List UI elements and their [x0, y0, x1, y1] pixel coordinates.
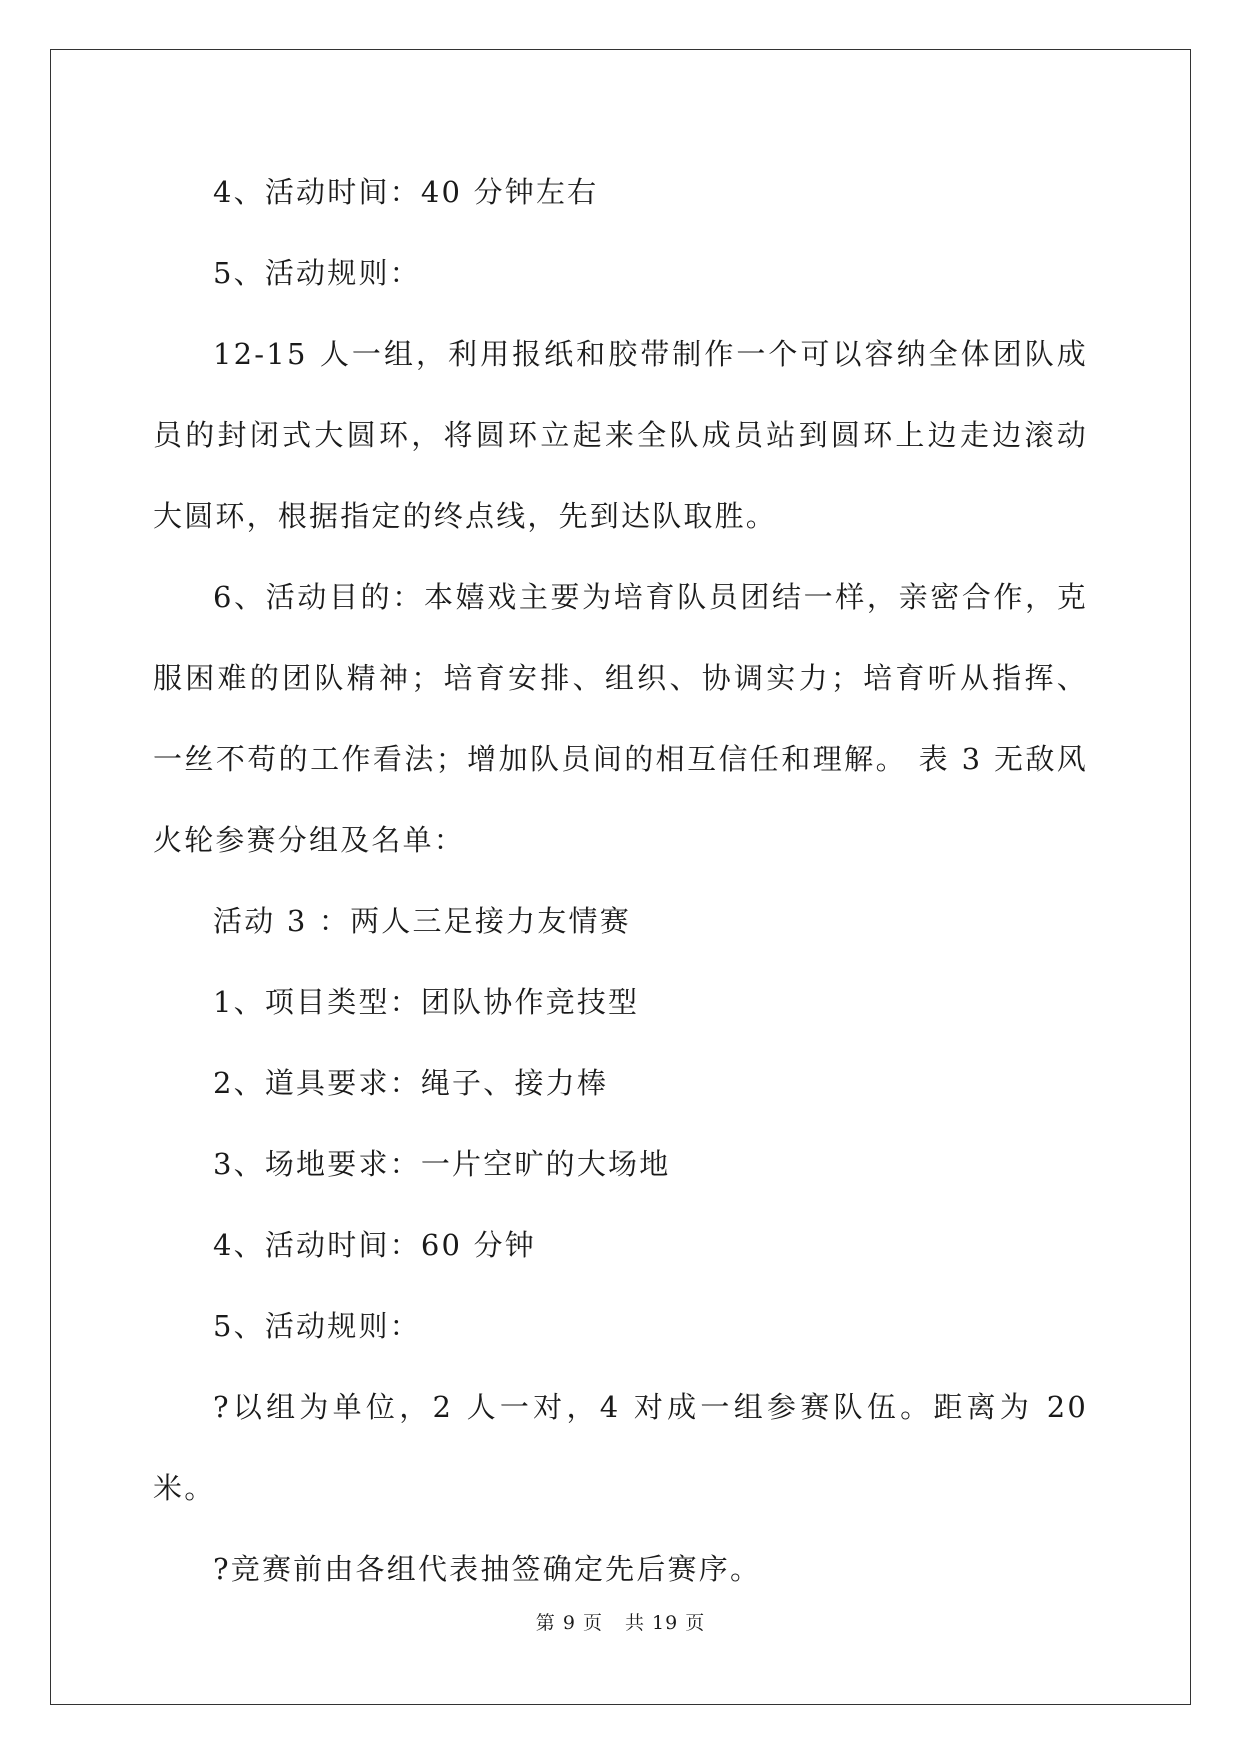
- paragraph-rule-draw-order: ?竞赛前由各组代表抽签确定先后赛序。: [213, 1552, 762, 1586]
- document-body: [153, 152, 1088, 1610]
- paragraph-props-requirement: 2、道具要求：绳子、接力棒: [213, 1066, 609, 1100]
- paragraph-project-type: 1、项目类型：团队协作竞技型: [213, 985, 640, 1019]
- paragraph-activity-purpose: 6、活动目的：本嬉戏主要为培育队员团结一样，亲密合作，克服困难的团队精神；培育安排、组织、协调实力；培育听从指挥、一丝不苟的工作看法；增加队员间的相互信任和理解。 表 3 无敌风火轮参赛分组及名单：: [153, 580, 1088, 857]
- paragraph-activity-rules-heading: 5、活动规则：: [213, 256, 421, 290]
- paragraph-activity-time-2: 4、活动时间：60 分钟: [213, 1228, 536, 1262]
- page-number: 第 9 页: [535, 1612, 603, 1634]
- paragraph-activity-rules-heading-2: 5、活动规则：: [213, 1309, 421, 1343]
- page-total: 共 19 页: [624, 1612, 706, 1634]
- paragraph-venue-requirement: 3、场地要求：一片空旷的大场地: [213, 1147, 671, 1181]
- paragraph-activity-rules: 12-15 人一组，利用报纸和胶带制作一个可以容纳全体团队成员的封闭式大圆环，将圆环立起来全队成员站到圆环上边走边滚动大圆环，根据指定的终点线，先到达队取胜。: [153, 337, 1088, 533]
- paragraph-activity-time: 4、活动时间：40 分钟左右: [213, 175, 599, 209]
- paragraph-activity-3-title: 活动 3 ：两人三足接力友情赛: [213, 904, 631, 938]
- page-footer: [0, 1608, 1241, 1635]
- paragraph-rule-grouping: ?以组为单位，2 人一对，4 对成一组参赛队伍。距离为 20 米。: [153, 1390, 1088, 1505]
